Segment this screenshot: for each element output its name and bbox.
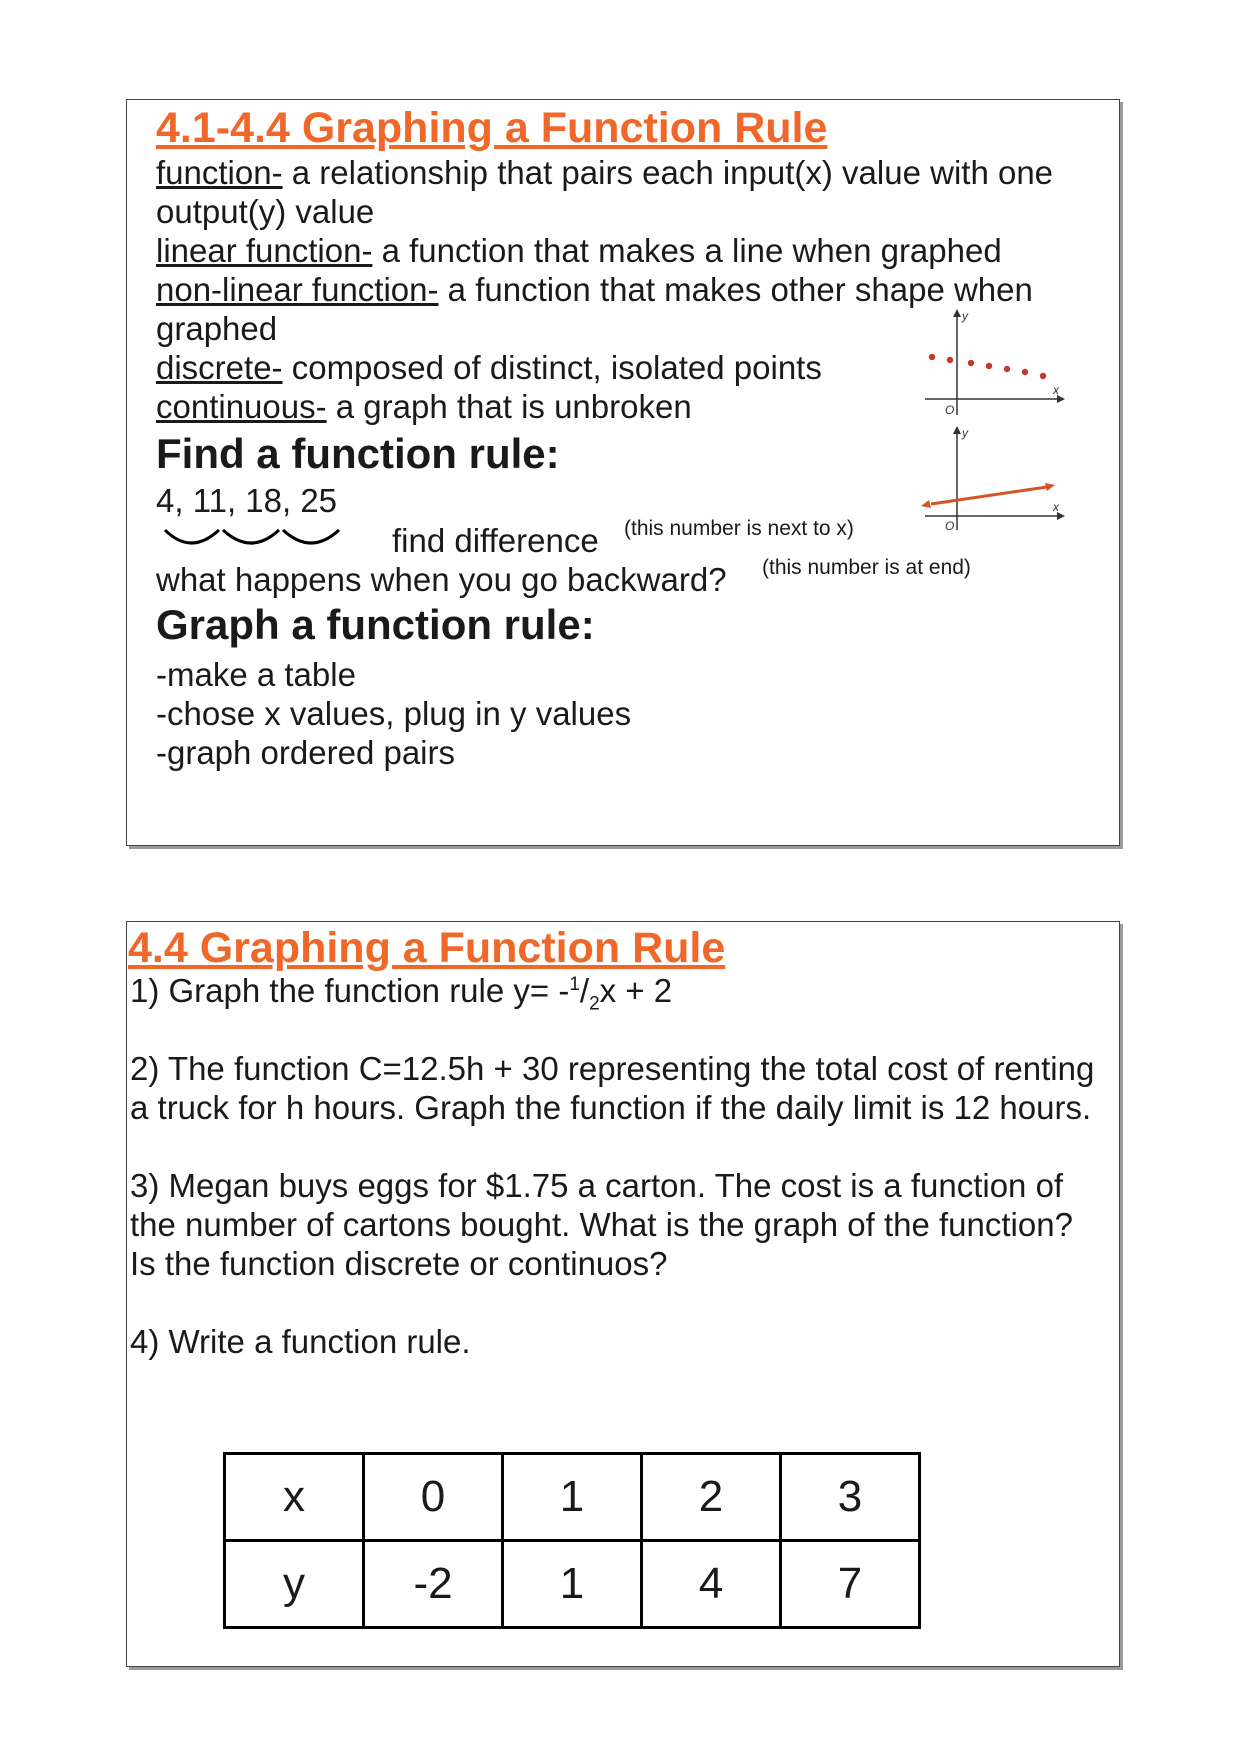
- graph-point: [968, 360, 974, 366]
- question-3-line-2: the number of cartons bought. What is the graph of the function?: [130, 1206, 1073, 1243]
- function-table: [223, 1452, 921, 1629]
- backward-question: what happens when you go backward?: [156, 561, 727, 598]
- table-row-x: [225, 1454, 920, 1541]
- sequence: 4, 11, 18, 25: [156, 482, 338, 519]
- graph-point: [947, 357, 953, 363]
- definition-discrete: discrete- composed of distinct, isolated points: [156, 349, 822, 386]
- note-next-to-x: (this number is next to x): [624, 517, 854, 540]
- difference-arcs: [161, 526, 343, 556]
- find-difference: find difference: [392, 522, 599, 559]
- difference-arc: [223, 530, 279, 543]
- notes-slide-1: [126, 99, 1120, 846]
- find-rule-heading: Find a function rule:: [156, 430, 560, 477]
- origin-label: O: [945, 519, 955, 533]
- definition-function: function- a relationship that pairs each input(x) value with one: [156, 154, 1054, 191]
- step-3: -graph ordered pairs: [156, 734, 455, 771]
- question-2-line-2: a truck for h hours. Graph the function if the daily limit is 12 hours.: [130, 1089, 1092, 1126]
- question-4: 4) Write a function rule.: [130, 1323, 471, 1360]
- definition-non-linear-function: non-linear function- a function that makes other shape when: [156, 271, 1033, 308]
- definition-linear-function: linear function- a function that makes a line when graphed: [156, 232, 1002, 269]
- question-1: 1) Graph the function rule $y= -^1/_2x + 2$: [130, 972, 673, 1015]
- graph-point: [1022, 369, 1028, 375]
- difference-arc: [283, 530, 339, 543]
- x-axis-label: x: [1053, 383, 1059, 397]
- table-cell: 0: [364, 1454, 503, 1541]
- table-cell: 7: [781, 1541, 920, 1628]
- question-2-line-1: 2) The function C=12.5h + 30 representing the total cost of renting: [130, 1050, 1095, 1087]
- graph-rule-heading: Graph a function rule:: [156, 601, 595, 648]
- line-arrow-right: [1045, 483, 1055, 491]
- graph-point: [986, 363, 992, 369]
- notes-slide-2: [126, 921, 1120, 1667]
- line-arrow-left: [921, 500, 931, 508]
- discrete-graph: [917, 305, 1097, 420]
- slide-1-title: 4.1-4.4 Graphing a Function Rule: [156, 104, 828, 152]
- question-3-line-3: Is the function discrete or continuos?: [130, 1245, 668, 1282]
- y-axis-arrow: [953, 426, 961, 434]
- table-cell: -2: [364, 1541, 503, 1628]
- table-cell: y: [225, 1541, 364, 1628]
- table-cell: x: [225, 1454, 364, 1541]
- origin-label: O: [945, 403, 955, 417]
- continuous-graph: [917, 422, 1097, 537]
- difference-arc: [165, 530, 219, 543]
- definition-continuous: continuous- a graph that is unbroken: [156, 388, 692, 425]
- step-2: -chose x values, plug in y values: [156, 695, 632, 732]
- y-axis-arrow: [953, 309, 961, 317]
- graph-point: [929, 354, 935, 360]
- slide-2-title: 4.4 Graphing a Function Rule: [128, 924, 726, 972]
- question-3-line-1: 3) Megan buys eggs for $1.75 a carton. The cost is a function of: [130, 1167, 1064, 1204]
- graph-point: [1040, 373, 1046, 379]
- table-cell: 1: [503, 1454, 642, 1541]
- table-cell: 2: [642, 1454, 781, 1541]
- table-row-y: [225, 1541, 920, 1628]
- step-1: -make a table: [156, 656, 356, 693]
- definition-non-linear-cont: graphed: [156, 310, 278, 347]
- table-cell: 3: [781, 1454, 920, 1541]
- x-axis-label: x: [1053, 500, 1059, 514]
- definition-function-cont: output(y) value: [156, 193, 375, 230]
- table-cell: 4: [642, 1541, 781, 1628]
- graph-point: [1004, 366, 1010, 372]
- table-cell: 1: [503, 1541, 642, 1628]
- graph-line: [931, 487, 1047, 504]
- y-axis-label: y: [962, 309, 968, 323]
- note-at-end: (this number is at end): [762, 556, 971, 579]
- y-axis-label: y: [962, 426, 968, 440]
